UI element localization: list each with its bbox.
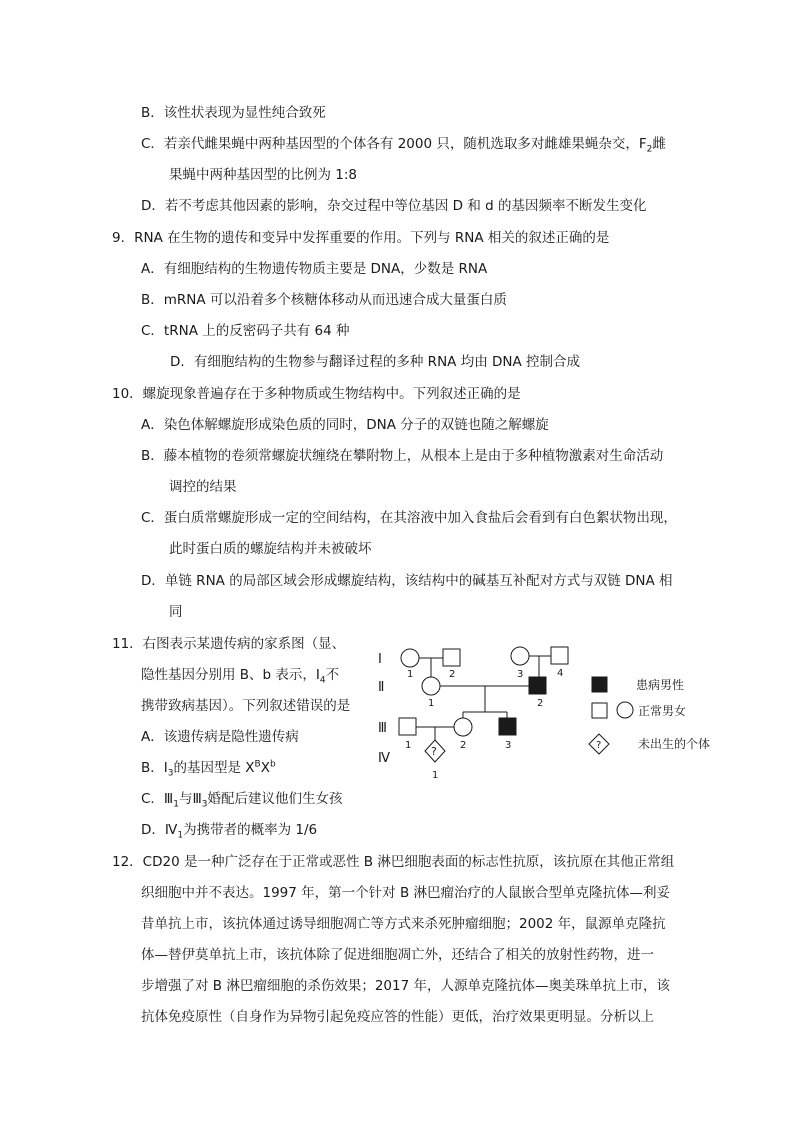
legend-normal-male-icon xyxy=(592,703,607,718)
q10-option-d-line1: D．单链 RNA 的局部区域会形成螺旋结构，该结构中的碱基互补配对方式与双链 DNA 相 xyxy=(141,573,673,589)
q10-option-b-line2: 调控的结果 xyxy=(169,479,237,495)
pedigree-II1-normal-female xyxy=(422,677,440,695)
pedigree-III2-normal-female xyxy=(454,718,472,736)
num-I2: 2 xyxy=(449,669,456,680)
q9-option-a: A．有细胞结构的生物遗传物质主要是 DNA，少数是 RNA xyxy=(141,261,488,277)
legend-affected-male-label: 患病男性 xyxy=(636,678,685,692)
gen-label-IV: Ⅳ xyxy=(378,751,390,766)
q11-c-pre: C．Ⅲ xyxy=(141,791,174,807)
q11-c-end: 婚配后建议他们生女孩 xyxy=(207,791,343,807)
num-I4: 4 xyxy=(557,668,564,679)
q8-option-c-line1 xyxy=(141,134,666,154)
q11-stem-line2 xyxy=(141,665,339,685)
q10-option-c-line2: 此时蛋白质的螺旋结构并未被破坏 xyxy=(169,541,372,557)
q11-b-pre: B．Ⅰ xyxy=(141,760,168,776)
q12-line5: 步增强了对 B 淋巴瘤细胞的杀伤效果；2017 年，人源单克隆抗体—奥美珠单抗上市，该 xyxy=(141,978,670,994)
pedigree-III1-normal-male xyxy=(399,718,416,735)
pedigree-I1-normal-female xyxy=(401,649,419,667)
q11-b-sub: 3 xyxy=(167,768,174,779)
q11-stem-line1: 11．右图表示某遗传病的家系图（显、 xyxy=(112,636,346,652)
pedigree-diagram xyxy=(370,636,750,786)
gen-label-II: Ⅱ xyxy=(378,680,385,695)
q11-option-d xyxy=(141,820,317,840)
num-II2: 2 xyxy=(537,698,544,709)
q11-d-pre: D．Ⅳ xyxy=(141,822,178,838)
q11-d-sub: 1 xyxy=(177,830,184,841)
q9-option-d: D．有细胞结构的生物参与翻译过程的多种 RNA 均由 DNA 控制合成 xyxy=(170,354,581,370)
q11-c-sub2: 3 xyxy=(201,799,208,810)
q10-option-d-line2: 同 xyxy=(169,604,183,620)
q8-option-c-sub: 2 xyxy=(646,144,653,155)
gen-label-I: Ⅰ xyxy=(378,652,382,667)
q11-b-mid: 的基因型是 X xyxy=(173,760,255,776)
q11-stem2-text: 隐性基因分别用 B、b 表示，Ⅰ xyxy=(141,667,320,683)
q11-option-c xyxy=(141,789,343,809)
num-III1: 1 xyxy=(405,740,412,751)
legend-question-mark: ? xyxy=(596,740,602,751)
gen-label-III: Ⅲ xyxy=(378,721,387,736)
legend-normal-label: 正常男女 xyxy=(638,704,687,718)
pedigree-I3-normal-female xyxy=(511,647,529,665)
q12-line2: 织细胞中并不表达。1997 年，第一个针对 B 淋巴瘤治疗的人鼠嵌合型单克隆抗体—利妥 xyxy=(141,885,670,901)
q11-stem2-end: 不 xyxy=(325,667,340,683)
q9-option-c: C．tRNA 上的反密码子共有 64 种 xyxy=(141,323,350,339)
q11-c-sub1: 1 xyxy=(173,799,179,810)
q11-stem2-sub: 4 xyxy=(319,675,326,686)
pedigree-III3-affected-male xyxy=(499,718,516,735)
q12-line6: 抗体免疫原性（自身作为异物引起免疫应答的性能）更低，治疗效果更明显。分析以上 xyxy=(141,1009,654,1025)
q9-stem: 9．RNA 在生物的遗传和变异中发挥重要的作用。下列与 RNA 相关的叙述正确的是 xyxy=(112,230,610,246)
q10-option-c-line1: C．蛋白质常螺旋形成一定的空间结构，在其溶液中加入食盐后会看到有白色絮状物出现， xyxy=(141,510,677,526)
unborn-question-mark: ? xyxy=(431,745,437,758)
q11-option-a: A．该遗传病是隐性遗传病 xyxy=(141,729,299,745)
num-II1: 1 xyxy=(428,698,435,709)
q12-line3: 昔单抗上市，该抗体通过诱导细胞凋亡等方式来杀死肿瘤细胞；2002 年，鼠源单克隆抗 xyxy=(141,916,666,932)
q11-b-sup1: B xyxy=(254,759,261,770)
q10-option-b-line1: B．藤本植物的卷须常螺旋状缠绕在攀附物上，从根本上是由于多种植物激素对生命活动 xyxy=(141,448,664,464)
q9-option-b: B．mRNA 可以沿着多个核糖体移动从而迅速合成大量蛋白质 xyxy=(141,292,507,308)
legend-normal-female-icon xyxy=(617,702,633,718)
q8-option-b: B．该性状表现为显性纯合致死 xyxy=(141,105,326,121)
pedigree-I2-normal-male xyxy=(443,649,460,666)
pedigree-II2-affected-male xyxy=(529,677,546,694)
num-IV1: 1 xyxy=(432,770,439,781)
q12-line4: 体—替伊莫单抗上市，该抗体除了促进细胞凋亡外，还结合了相关的放射性药物，进一 xyxy=(141,947,654,963)
q11-option-b xyxy=(141,758,276,778)
q10-option-a: A．染色体解螺旋形成染色质的同时，DNA 分子的双链也随之解螺旋 xyxy=(141,417,549,433)
legend-unborn-label: 未出生的个体 xyxy=(638,737,711,751)
q8-option-d: D．若不考虑其他因素的影响，杂交过程中等位基因 D 和 d 的基因频率不断发生变化 xyxy=(141,198,647,214)
q10-stem: 10．螺旋现象普遍存在于多种物质或生物结构中。下列叙述正确的是 xyxy=(112,386,521,402)
q11-stem-line3: 携带致病基因）。下列叙述错误的是 xyxy=(141,698,351,714)
q11-b-sup2: b xyxy=(269,759,276,770)
q8-option-c-end: 雌 xyxy=(652,136,666,152)
legend-affected-male-icon xyxy=(592,677,607,692)
num-III3: 3 xyxy=(505,740,512,751)
q11-b-x: X xyxy=(260,760,270,776)
q8-option-c-line2: 果蝇中两种基因型的比例为 1:8 xyxy=(169,167,358,183)
q8-option-c-text: C．若亲代雌果蝇中两种基因型的个体各有 2000 只，随机选取多对雌雄果蝇杂交，F xyxy=(141,136,647,152)
q11-c-mid: 与Ⅲ xyxy=(178,791,202,807)
num-I1: 1 xyxy=(407,669,414,680)
pedigree-I4-normal-male xyxy=(551,647,568,664)
q12-line1: 12．CD20 是一种广泛存在于正常或恶性 B 淋巴细胞表面的标志性抗原，该抗原在其他正常组 xyxy=(112,854,675,870)
num-I3: 3 xyxy=(517,669,524,680)
q11-d-end: 为携带者的概率为 1/6 xyxy=(183,822,318,838)
num-III2: 2 xyxy=(460,740,467,751)
